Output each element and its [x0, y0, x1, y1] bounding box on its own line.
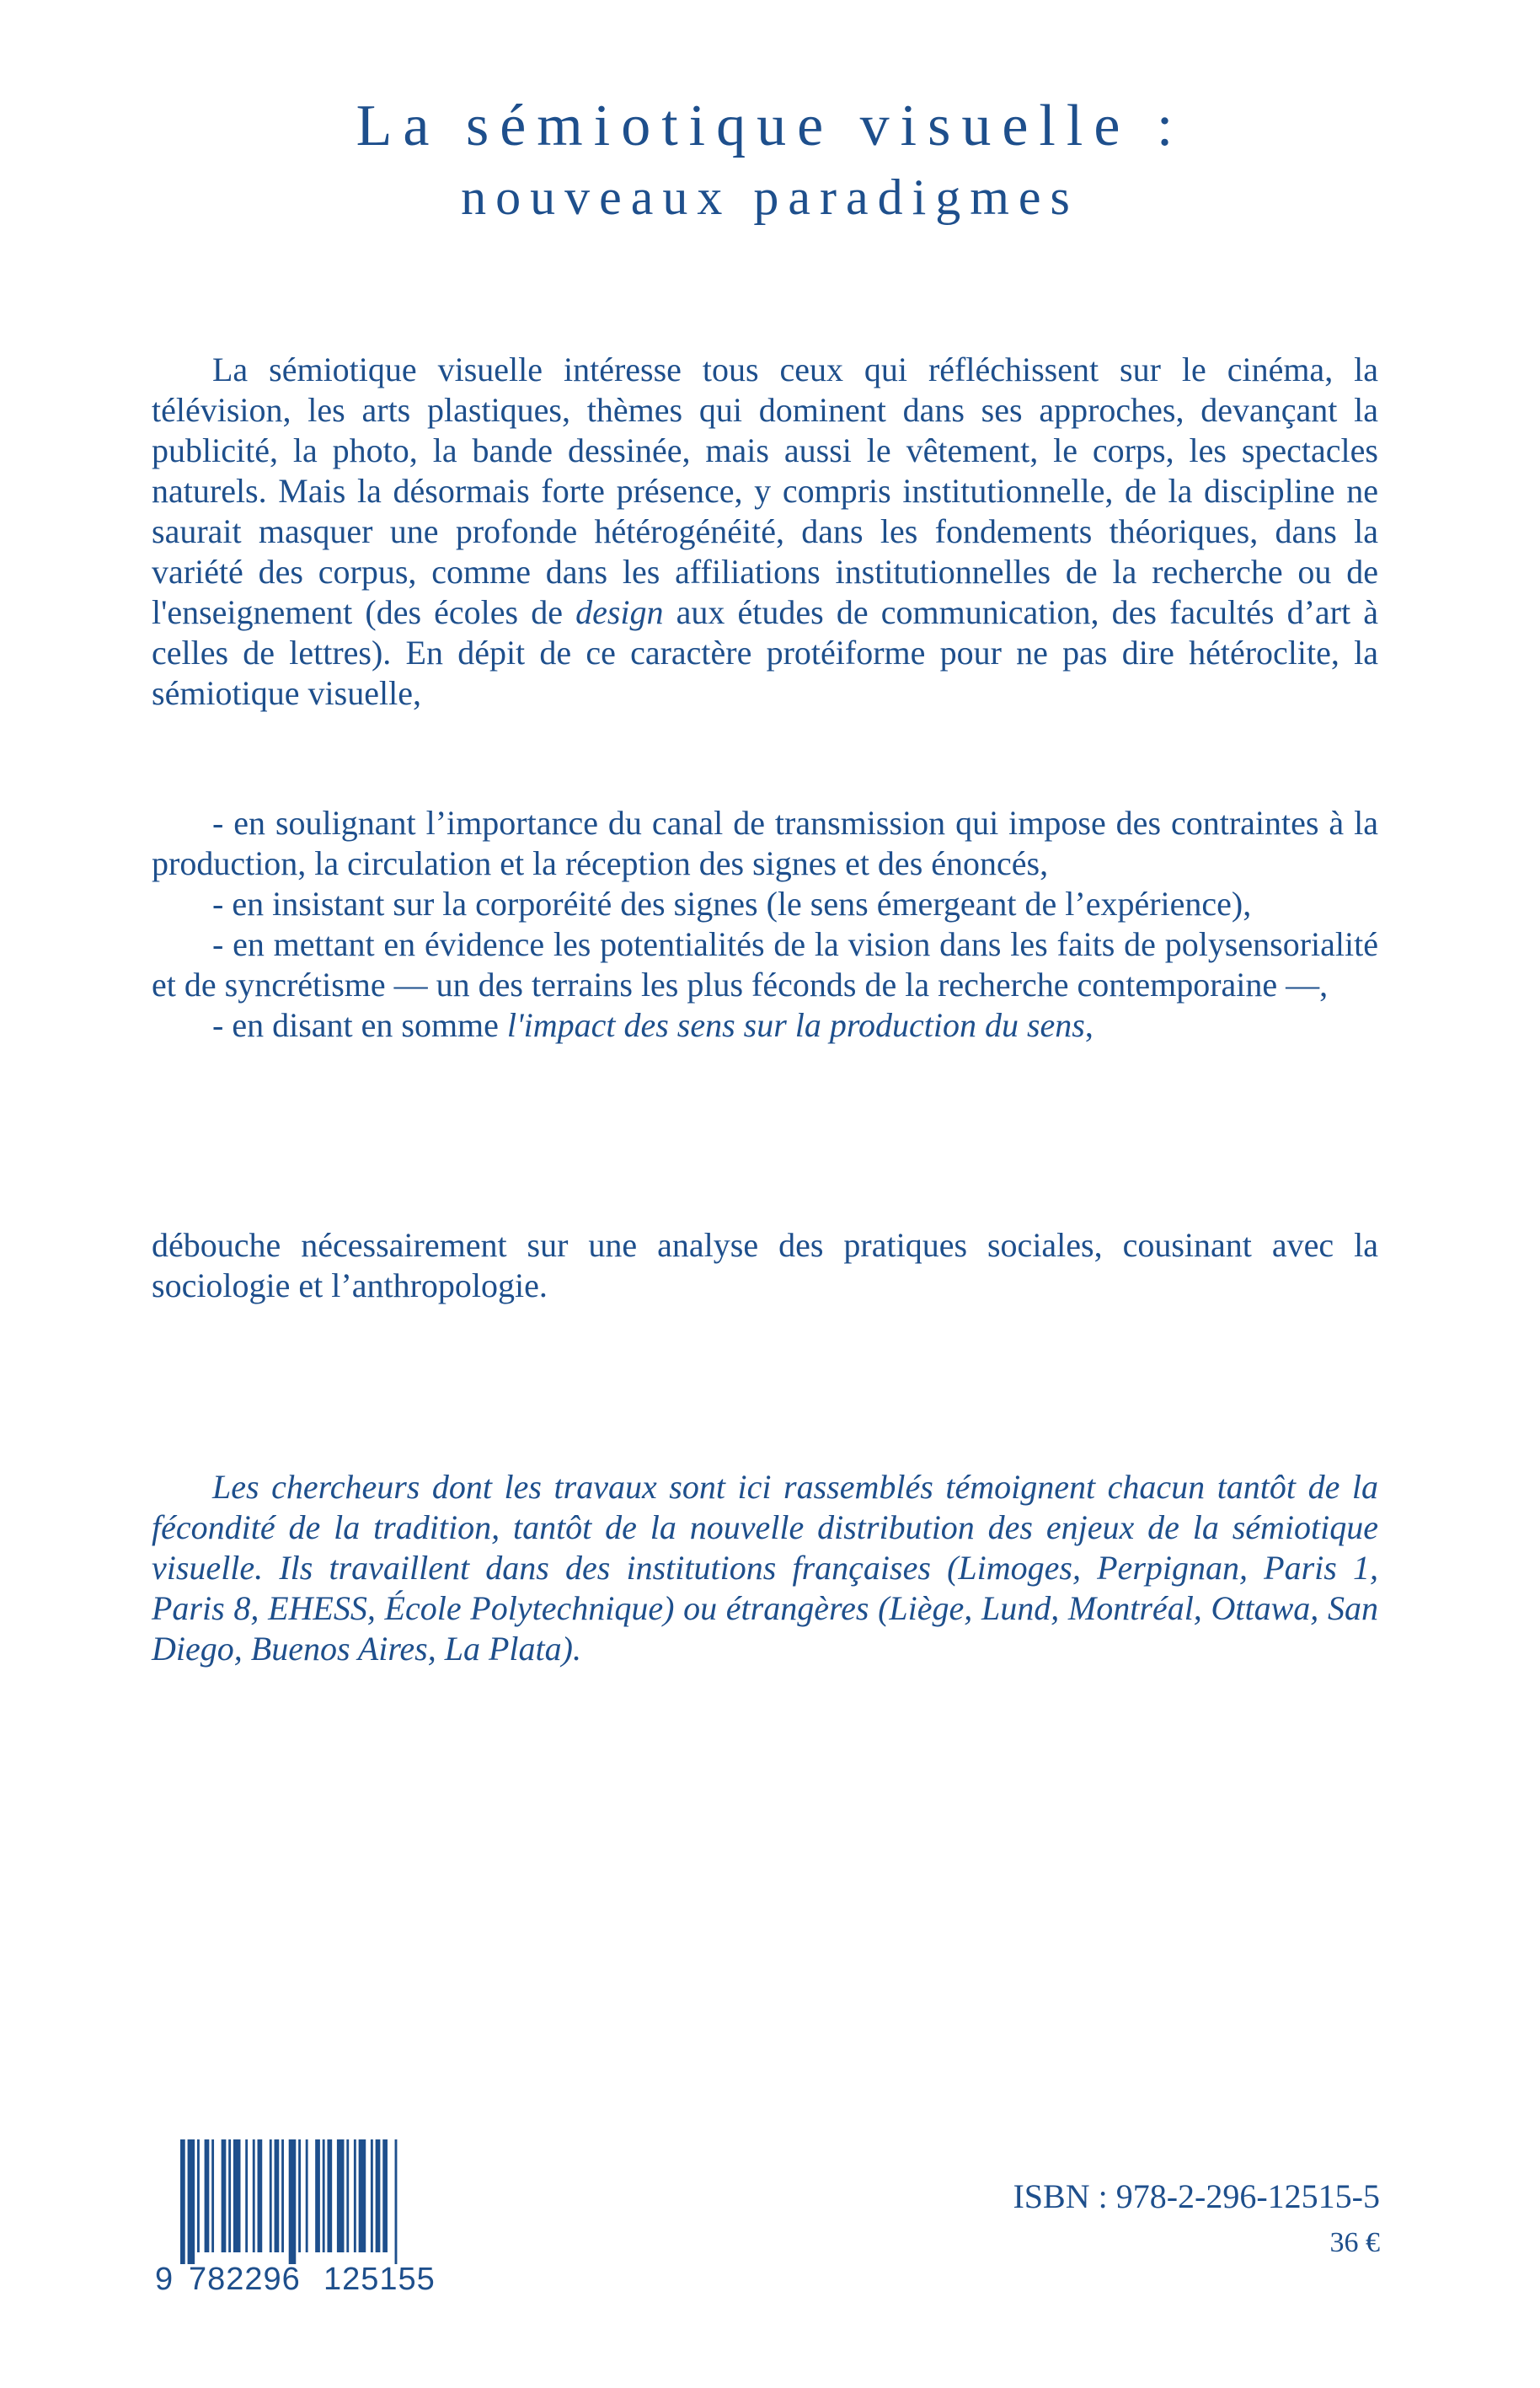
barcode-graphic — [152, 2136, 470, 2296]
barcode-bar — [233, 2139, 241, 2252]
barcode-bar — [275, 2139, 280, 2252]
barcode-bar — [337, 2139, 345, 2252]
intro-paragraph — [152, 350, 1378, 714]
list-item — [152, 1005, 1378, 1046]
barcode-bar — [315, 2139, 320, 2252]
barcode-bar — [222, 2139, 227, 2252]
barcode-bar — [289, 2139, 297, 2264]
barcode-bar — [327, 2139, 332, 2252]
barcode-bar — [395, 2139, 398, 2264]
barcode-bar — [382, 2139, 388, 2252]
intro-paragraph-block — [152, 350, 1378, 714]
barcode-bar — [270, 2139, 272, 2252]
barcode-bar — [211, 2139, 214, 2252]
barcode-first-digit: 9 — [155, 2262, 174, 2296]
title-line-2: nouveaux paradigmes — [461, 169, 1079, 225]
isbn-label: ISBN : 978-2-296-12515-5 — [1013, 2177, 1380, 2215]
intro-text-italic: design — [575, 593, 664, 631]
barcode-bar — [228, 2139, 231, 2252]
conclusion-paragraph: débouche nécessairement sur une analyse des pratiques sociales, cousinant avec la sociologie et l’anthropologie. — [152, 1226, 1378, 1304]
price-label: 36 € — [1329, 2227, 1380, 2258]
barcode-bar — [205, 2139, 210, 2252]
barcode-bar — [354, 2139, 356, 2252]
barcode-bar — [346, 2139, 349, 2252]
title-line-1: La sémiotique visuelle : — [356, 94, 1184, 158]
barcode-bar — [245, 2139, 248, 2252]
barcode-bar — [253, 2139, 255, 2252]
barcode-bar — [188, 2139, 195, 2264]
barcode-bar — [376, 2139, 381, 2252]
barcode-bar — [180, 2139, 185, 2264]
intro-text-part1: La sémiotique visuelle intéresse tous ceux qui réfléchissent sur le cinéma, la télévision, les arts plastiques, thèmes qui dominent dans ses approches, devançant la publicité, la photo, la bande dessinée, mais aussi le vêtement, le corps, les spectacles naturels. Mais la désormais forte présence, y compris institutionnelle, de la discipline ne saurait masquer une profonde hétérogénéité, dans les fondements théoriques, dans la variété des corpus, comme dans les affiliations institutionnelles de la recherche ou de l'enseignement (des écoles de — [152, 351, 1378, 631]
conclusion-block — [152, 1225, 1378, 1306]
bullet-list — [152, 803, 1378, 1046]
list-item: - en mettant en évidence les potentialités de la vision dans les faits de polysensorialité et de syncrétisme — un des terrains les plus féconds de la recherche contemporaine —, — [152, 925, 1378, 1004]
barcode-bar — [298, 2139, 301, 2252]
barcode-bar — [359, 2139, 366, 2252]
barcode-bar — [306, 2139, 308, 2252]
list-item-4-italic: l'impact des sens sur la production du sens — [506, 1006, 1085, 1044]
barcode-bar — [258, 2139, 263, 2252]
barcode-bar — [281, 2139, 284, 2252]
closing-block — [152, 1467, 1378, 1669]
list-item: - en insistant sur la corporéité des signes (le sens émergeant de l’expérience), — [212, 885, 1252, 923]
barcode-group-1: 782296 — [189, 2262, 301, 2296]
barcode — [152, 2136, 470, 2296]
barcode-bar — [197, 2139, 200, 2252]
list-item: - en soulignant l’importance du canal de transmission qui impose des contraintes à la production, la circulation et la réception des signes et des énoncés, — [152, 804, 1378, 882]
list-item-4-prefix: - en disant en somme — [212, 1006, 507, 1044]
barcode-bar — [371, 2139, 373, 2252]
list-item-4-suffix: , — [1084, 1006, 1094, 1044]
closing-paragraph: Les chercheurs dont les travaux sont ici rassemblés témoignent chacun tantôt de la fécondité de la tradition, tantôt de la nouvelle distribution des enjeux de la sémiotique visuelle. Ils travaillent dans des institutions françaises (Limoges, Perpignan, Paris 1, Paris 8, EHESS, École Polytechnique) ou étrangères (Liège, Lund, Montréal, Ottawa, San Diego, Buenos Aires, La Plata). — [152, 1468, 1378, 1668]
barcode-group-2: 125155 — [324, 2262, 436, 2296]
barcode-bar — [323, 2139, 325, 2252]
intro-text-part2: aux études de communication, des facultés d’art à celles de lettres). En dépit de ce caractère protéiforme pour ne pas dire hétéroclite, la sémiotique visuelle, — [152, 593, 1378, 712]
